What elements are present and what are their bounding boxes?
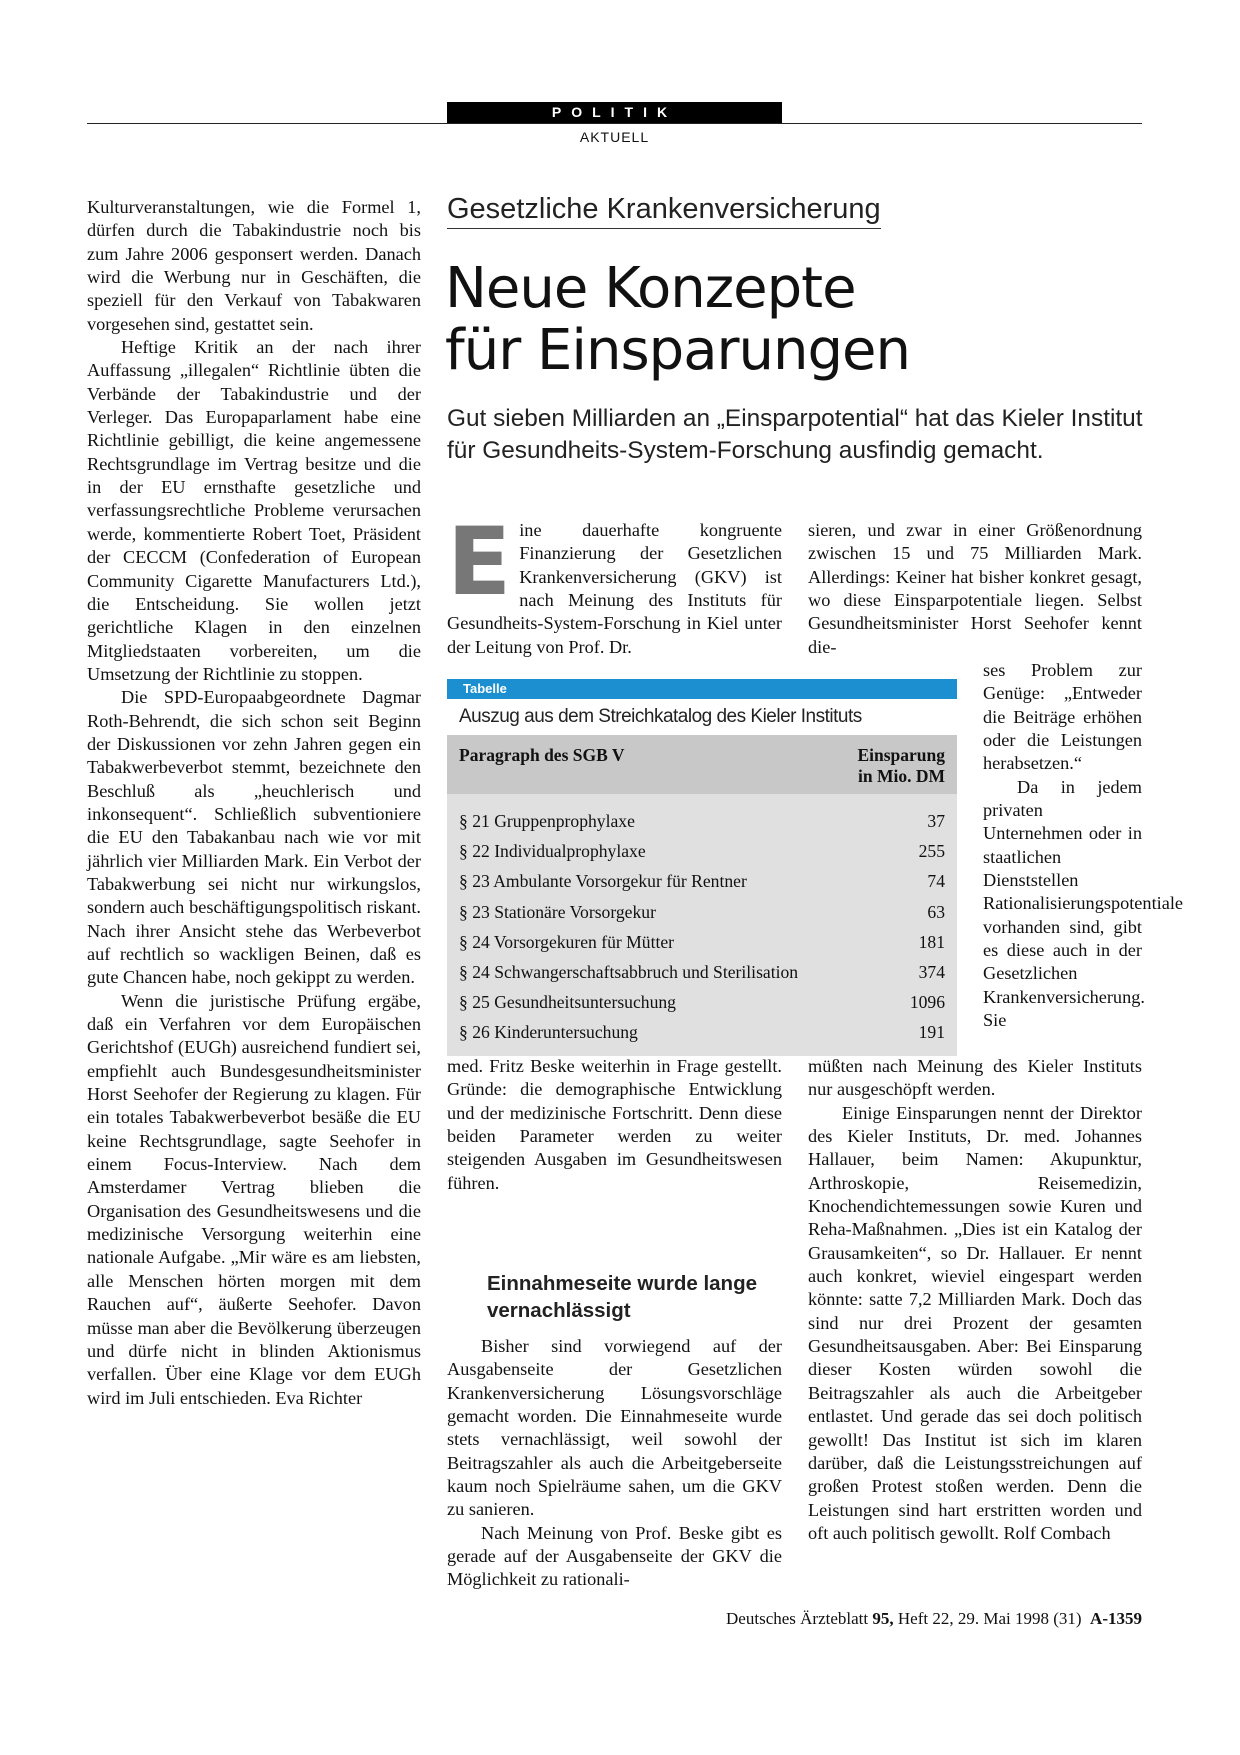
table-body xyxy=(447,794,957,1056)
table-tag: Tabelle xyxy=(447,679,957,699)
right-column-top xyxy=(808,519,1142,659)
article-deck: Gut sieben Milliarden an „Einsparpotential“ hat das Kieler Institut für Gesundheits-System-Forschung ausfindig gemacht. xyxy=(447,405,1143,464)
table-header-paragraph: Paragraph des SGB V xyxy=(459,745,625,765)
table-row xyxy=(459,1017,945,1047)
row-label: § 25 Gesundheitsuntersuchung xyxy=(459,992,676,1013)
header-rule xyxy=(87,123,1142,124)
drop-cap: E xyxy=(447,508,512,617)
left-paragraph-4: Wenn die juristische Prüfung ergäbe, daß ein Verfahren vor dem Europäischen Gerichtshof (EUGh) ausreichend fundiert sei, empfiehlt auch Bundesgesundheitsminister Horst Seehofer der Regierung zu klagen. Für ein totales Tabakwerbeverbot besäße die EU keine Rechtsgrundlage, sagte Seehofer in einem Focus-Interview. Nach dem Amsterdamer Vertrag blieben die Organisation des Gesundheitswesens und die medizinische Versorgung weiterhin eine nationale Aufgabe. „Mir wäre es am liebsten, alle Menschen hörten morgen mit dem Rauchen auf“, äußerte Seehofer. Davon müsse man aber die Bevölkerung überzeugen und dürfe nicht in blinden Aktionismus verfallen. Über eine Klage vor dem EUGh wird im Juli entschieden. Eva Richter xyxy=(87,990,421,1408)
row-label: § 24 Schwangerschaftsabbruch und Sterilisation xyxy=(459,962,799,983)
footer-volume: 95, xyxy=(872,1609,894,1628)
table-row xyxy=(459,897,945,927)
left-paragraph-3: Die SPD-Europaabgeordnete Dagmar Roth-Behrendt, die sich schon seit Beginn der Diskussionen vor zehn Jahren gegen ein Tabakwerbeverbot stemmt, bezeichnete den Beschluß als „heuchlerisch und inkonsequent“. Schließlich subventioniere die EU den Tabakanbau nach wie vor mit jährlich vier Milliarden Mark. Ein Verbot der Tabakwerbung sei nicht nur wirkungslos, sondern auch beschäftigungspolitisch riskant. Nach ihrer Ansicht stehe das Werbeverbot auf rechtlich so wackligen Beinen, daß es gute Chancen habe, noch gekippt zu werden. xyxy=(87,687,421,988)
table-row xyxy=(459,866,945,896)
right-bottom-text-1: müßten nach Meinung des Kieler Instituts nur ausgeschöpft werden. xyxy=(808,1056,1142,1100)
table-header-savings xyxy=(857,745,945,788)
row-label: § 23 Ambulante Vorsorgekur für Rentner xyxy=(459,871,747,892)
article-headline xyxy=(445,258,1145,382)
article-subhead: Einnahmeseite wurde lange vernachlässigt xyxy=(487,1272,757,1322)
table-row xyxy=(459,957,945,987)
row-label: § 21 Gruppenprophylaxe xyxy=(459,811,635,831)
subsection-label: AKTUELL xyxy=(579,129,650,145)
right-column-narrow xyxy=(983,659,1184,1033)
middle-bottom-text-2: Nach Meinung von Prof. Beske gibt es gerade auf der Ausgabenseite der GKV die Möglichkeit zu rationali- xyxy=(447,1522,782,1590)
headline-line-2: für Einsparungen xyxy=(445,318,911,383)
table-row xyxy=(459,987,945,1017)
section-label: POLITIK xyxy=(447,102,782,123)
right-bottom-text-2: Einige Einsparungen nennt der Direktor des Kieler Instituts, Dr. med. Johannes Hallauer, beim Namen: Akupunktur, Arthroskopie, Reisemedizin, Knochendichtemessungen sowie Kuren und Reha-Maßnahmen. „Dies ist ein Katalog der Grausamkeiten“, so Dr. Hallauer. Er nennt auch konkret, wieviel eingespart werden könnte: satte 7,2 Milliarden Mark. Doch das sind nur drei Prozent der gesamten Gesundheitsausgaben. Aber: Bei Einsparung dieser Kosten würden sowohl die Beitragszahler als auch die Arbeitgeber entlastet. Und gerade das sei doch politisch gewollt! Das Institut ist sich im klaren darüber, daß die Leistungsstreichungen auf großen Protest stoßen werden. Denn die Leistungen sind hart erstritten worden und oft auch politisch gewollt. Rolf Combach xyxy=(808,1102,1142,1543)
right-column-bottom xyxy=(808,1055,1142,1545)
footer-issue: Heft 22, 29. Mai 1998 (31) xyxy=(897,1609,1082,1628)
middle-column-bottom xyxy=(447,1335,782,1592)
row-value: 37 xyxy=(927,811,945,831)
headline-line-1: Neue Konzepte xyxy=(445,256,856,321)
row-value: 63 xyxy=(927,901,945,922)
middle-intro-text: ine dauerhafte kongruente Finanzierung der Gesetzlichen Krankenversicherung (GKV) ist nach Meinung des Instituts für Gesundheits-System-Forschung in Kiel unter der Leitung von Prof. Dr. xyxy=(447,520,782,657)
middle-column-top xyxy=(447,508,782,659)
left-paragraph-1: Kulturveranstaltungen, wie die Formel 1, dürfen durch die Tabakindustrie noch bis zum Jahre 2006 gesponsert werden. Danach wird die Werbung nur in Geschäften, die speziell für den Verkauf von Tabakwaren vorgesehen sind, gestattet sein. xyxy=(87,197,421,334)
row-value: 181 xyxy=(918,931,945,952)
row-value: 374 xyxy=(918,962,945,983)
savings-table xyxy=(447,679,957,1056)
article-kicker: Gesetzliche Krankenversicherung xyxy=(447,193,881,229)
middle-after-table-text: med. Fritz Beske weiterhin in Frage gestellt. Gründe: die demographische Entwicklung und der medizinische Fortschritt. Denn diese beiden Parameter werden zu weiter steigenden Ausgaben im Gesundheitswesen führen. xyxy=(447,1056,782,1193)
row-value: 1096 xyxy=(909,992,945,1013)
left-paragraph-2: Heftige Kritik an der nach ihrer Auffassung „illegalen“ Richtlinie übten die Verbände der Tabakindustrie und der Verleger. Das Europaparlament habe eine Richtlinie gebilligt, die keine angemessene Rechtsgrundlage im Vertrag besitze und die in der EU ernsthafte gesetzliche und verfassungsrechtliche Probleme verursachen werde, kommentierte Robert Toet, Präsident der CECCM (Confederation of European Community Cigarette Manufacturers Ltd.), die Entscheidung. Sie wollen jetzt gerichtliche Klagen in den einzelnen Mitgliedstaaten vorbereiten, um die Umsetzung der Richtlinie zu stoppen. xyxy=(87,337,421,684)
table-header-savings-line-1: Einsparung xyxy=(857,745,945,765)
table-row xyxy=(459,927,945,957)
right-top-text: sieren, und zwar in einer Größenordnung zwischen 15 und 75 Milliarden Mark. Allerdings: Keiner hat bisher konkret gesagt, wo diese Einsparpotentiale liegen. Selbst Gesundheitsminister Horst Seehofer kennt die- xyxy=(808,520,1142,657)
footer-journal: Deutsches Ärzteblatt xyxy=(726,1609,869,1628)
right-narrow-text-2: Da in jedem privaten Unternehmen oder in staatlichen Dienststellen Rationalisierungspotentiale vorhanden sind, gibt es diese auch in der Gesetzlichen Krankenversicherung. Sie xyxy=(983,776,1184,1031)
table-row xyxy=(459,806,945,836)
row-label: § 26 Kinderuntersuchung xyxy=(459,1022,638,1043)
row-value: 255 xyxy=(918,841,945,862)
table-caption: Auszug aus dem Streichkatalog des Kieler Instituts xyxy=(447,699,957,735)
middle-bottom-text-1: Bisher sind vorwiegend auf der Ausgabenseite der Gesetzlichen Krankenversicherung Lösungsvorschläge gemacht worden. Die Einnahmeseite wurde stets vernachlässigt, weil sowohl der Beitragszahler als auch die Arbeitgeberseite kaum noch Spielräume sahen, um die GKV zu sanieren. xyxy=(447,1336,782,1520)
left-column xyxy=(87,196,421,1410)
row-value: 74 xyxy=(927,871,945,892)
row-label: § 22 Individualprophylaxe xyxy=(459,841,646,862)
table-header xyxy=(447,735,957,794)
row-label: § 24 Vorsorgekuren für Mütter xyxy=(459,931,675,952)
right-narrow-text-1: ses Problem zur Genüge: „Entweder die Beiträge erhöhen oder die Leistungen herabsetzen.“ xyxy=(983,660,1142,774)
footer-page: A-1359 xyxy=(1090,1609,1142,1628)
middle-column-after-table xyxy=(447,1055,782,1195)
row-value: 191 xyxy=(918,1022,945,1043)
table-row xyxy=(459,836,945,866)
page-footer xyxy=(87,1609,1142,1629)
row-label: § 23 Stationäre Vorsorgekur xyxy=(459,901,656,922)
table-header-savings-line-2: in Mio. DM xyxy=(857,766,945,786)
